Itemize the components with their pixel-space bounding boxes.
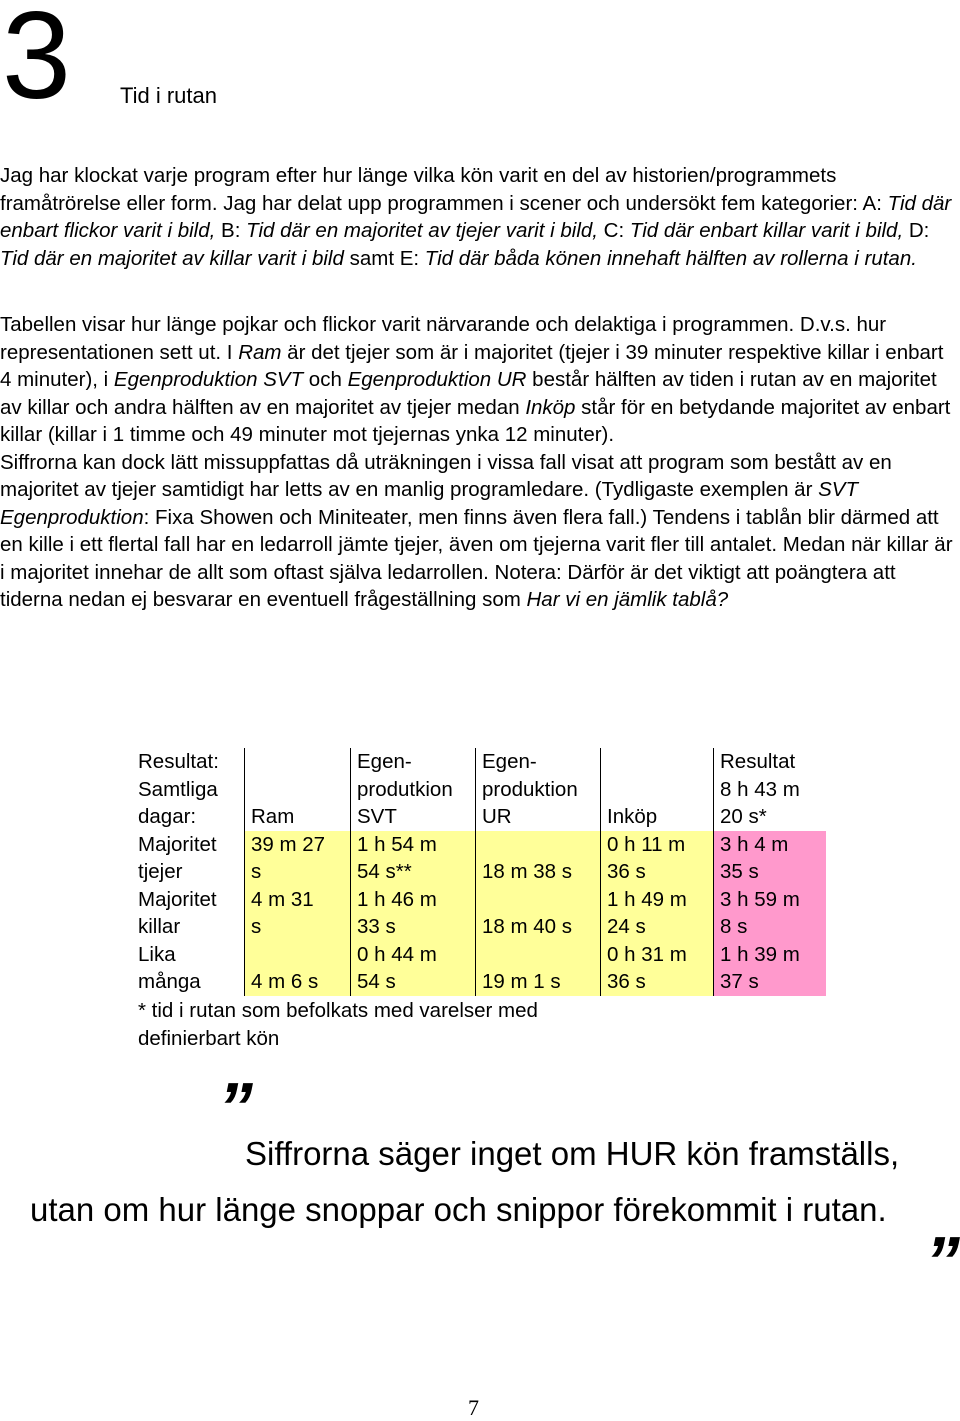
table-cell: 39 m 27 s — [245, 831, 351, 886]
table-cell: 19 m 1 s — [476, 941, 601, 996]
table-cell: 1 h 46 m 33 s — [351, 886, 476, 941]
row-label: Majoritet tjejer — [138, 832, 217, 883]
chapter-title: Tid i rutan — [120, 83, 218, 108]
page-number: 7 — [468, 1395, 479, 1420]
results-table — [132, 748, 826, 996]
table-cell: 0 h 11 m 36 s — [601, 831, 714, 886]
table-cell: 4 m 31 s — [245, 886, 351, 941]
pull-quote-line-1: Siffrorna säger inget om HUR kön framställs, — [245, 1135, 900, 1172]
row-label: Lika många — [138, 942, 201, 993]
table-row — [132, 886, 826, 941]
table-header-row — [132, 748, 826, 831]
table-cell: 0 h 31 m 36 s — [601, 941, 714, 996]
table-cell-total: 1 h 39 m 37 s — [714, 941, 827, 996]
chapter-number: 3 — [2, 0, 69, 125]
table-row — [132, 941, 826, 996]
row-label: Majoritet killar — [138, 887, 217, 938]
table-footnote: * tid i rutan som befolkats med varelser med definierbart kön — [138, 999, 538, 1050]
table-header-cell: Egen- produtkion SVT — [351, 748, 476, 831]
intro-paragraph: Jag har klockat varje program efter hur länge vilka kön varit en del av historien/programmets framåtrörelse eller form. Jag har delat upp programmen i scener och undersökt fem kategorier: A: Tid där enbart flickor varit i bild, B: Tid där en majoritet av tjejer varit i bild, C: Tid där enbart killar varit i bild, D: Tid där en majoritet av killar varit i bild samt E: Tid där båda könen innehaft hälften av rollerna i rutan. — [0, 164, 952, 270]
table-row — [132, 831, 826, 886]
body-paragraph: Tabellen visar hur länge pojkar och flickor varit närvarande och delaktiga i programmen. D.v.s. hur representationen sett ut. I Ram är det tjejer som är i majoritet (tjejer i 39 minuter respektive killar i enbart 4 minuter), i Egenproduktion SVT och Egenproduktion UR består hälften av tiden i rutan av en majoritet av killar och andra hälften av en majoritet av tjejer medan Inköp står för en betydande majoritet av enbart killar (killar i 1 timme och 49 minuter mot tjejernas ynka 12 minuter). Siffrorna kan dock lätt missuppfattas då uträkningen i vissa fall visat att program som bestått av en majoritet av tjejer samtidigt har letts av en manlig programledare. (Tydligaste exemplen är SVT Egenproduktion: Fixa Showen och Miniteater, men finns även flera fall.) Tendens i tablån blir därmed att en kille i ett flertal fall har en ledarroll jämte tjejer, även om tjejerna varit fler till antalet. Medan när killar är i majoritet innehar de allt som oftast själva ledarrollen. Notera: Därför är det viktigt att poängtera att tiderna nedan ej besvarar en eventuell frågeställning som Har vi en jämlik tablå? — [0, 313, 953, 611]
open-quote-mark: ” — [218, 1068, 253, 1146]
table-cell: 18 m 40 s — [476, 886, 601, 941]
table-cell: 1 h 54 m 54 s** — [351, 831, 476, 886]
table-cell: 1 h 49 m 24 s — [601, 886, 714, 941]
table-header-cell: Resultat 8 h 43 m 20 s* — [714, 748, 827, 831]
table-header-cell: Ram — [245, 748, 351, 831]
table-header-cell: Resultat: Samtliga dagar: — [138, 750, 219, 828]
table-cell: 0 h 44 m 54 s — [351, 941, 476, 996]
close-quote-mark: ” — [925, 1222, 960, 1300]
table-header-cell: Egen- produktion UR — [476, 748, 601, 831]
table-header-cell: Inköp — [601, 748, 714, 831]
table-cell-total: 3 h 4 m 35 s — [714, 831, 827, 886]
table-cell: 18 m 38 s — [476, 831, 601, 886]
table-cell: 4 m 6 s — [245, 941, 351, 996]
table-cell-total: 3 h 59 m 8 s — [714, 886, 827, 941]
pull-quote-line-2: utan om hur länge snoppar och snippor förekommit i rutan. — [30, 1191, 887, 1228]
